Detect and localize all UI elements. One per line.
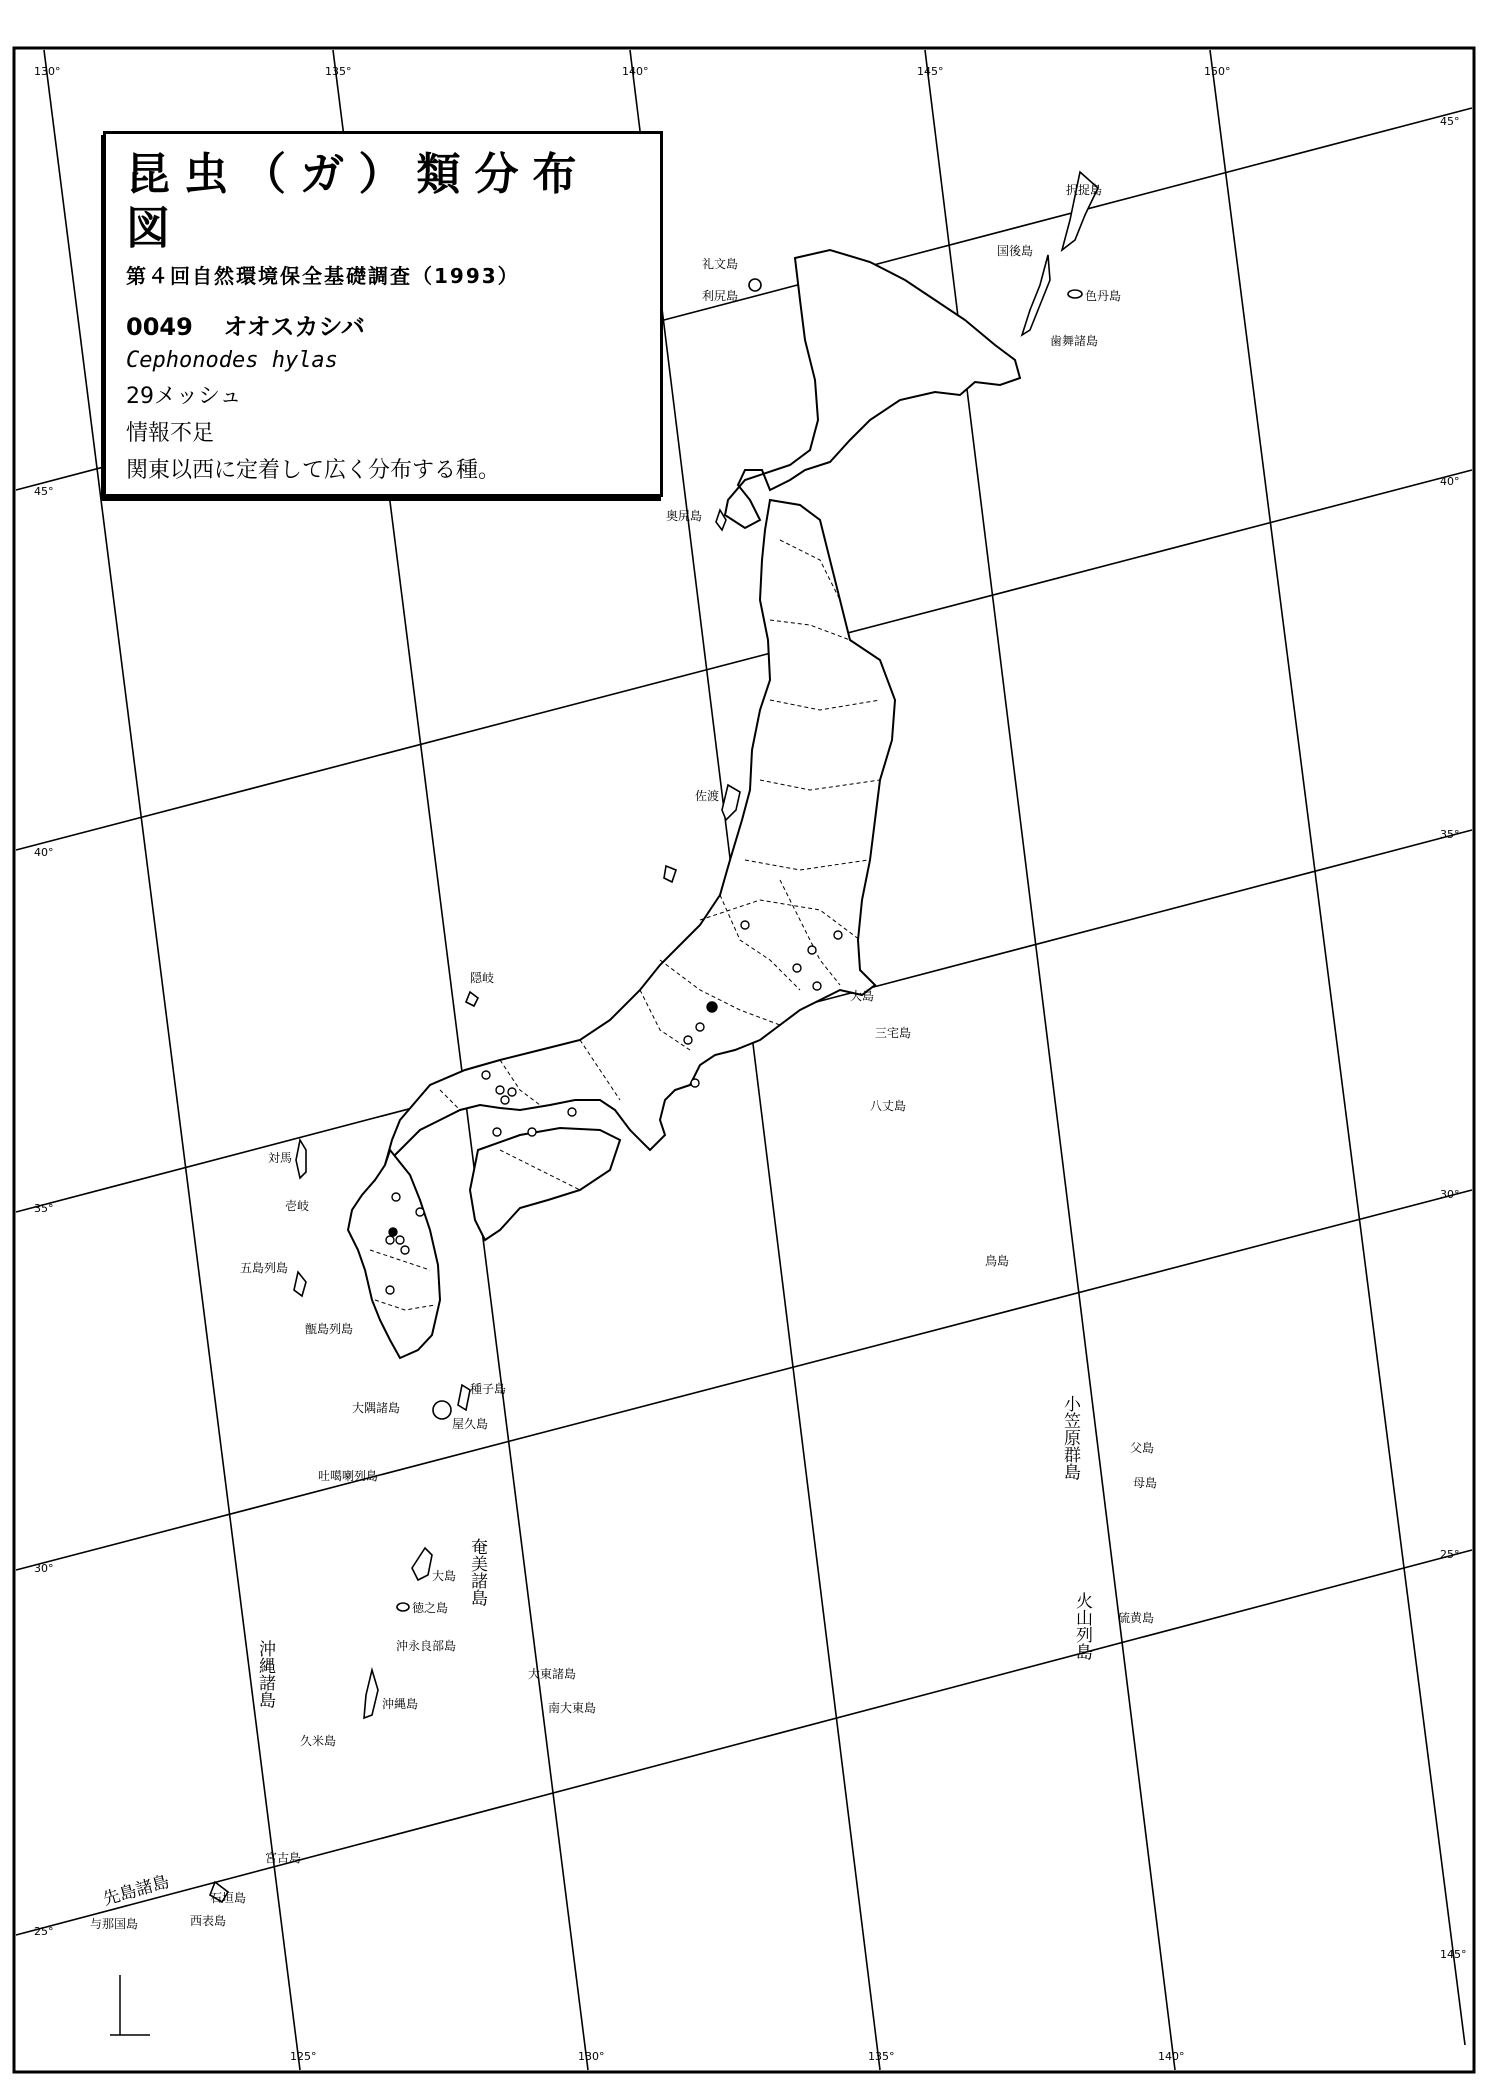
tick-top-145: 145° <box>917 65 944 78</box>
species-code: 0049 <box>126 313 193 341</box>
tick-bottom-125: 125° <box>290 2050 317 2063</box>
parallel-25 <box>16 1550 1472 1935</box>
record-open <box>808 946 816 954</box>
record-open <box>741 921 749 929</box>
record-filled <box>389 1228 397 1236</box>
label-iriomote: 西表島 <box>190 1914 227 1928</box>
label-osumi: 大隅諸島 <box>352 1401 401 1415</box>
oki-shape <box>466 992 478 1006</box>
legend-title: 昆虫（ガ）類分布図 <box>126 149 591 254</box>
noto-island <box>664 866 676 882</box>
label-iwojima: 硫黄島 <box>1118 1611 1155 1625</box>
tick-right-45: 45° <box>1440 115 1460 128</box>
tanegashima-shape <box>458 1385 470 1410</box>
record-open <box>691 1079 699 1087</box>
kunashiri-shape <box>1022 255 1050 335</box>
record-open <box>696 1023 704 1031</box>
tick-left-35: 35° <box>34 1202 54 1215</box>
goto-shape <box>294 1272 306 1296</box>
tsushima-shape <box>296 1140 306 1178</box>
label-yakushima: 屋久島 <box>452 1417 489 1431</box>
species-note: 関東以西に定着して広く分布する種。 <box>126 458 501 483</box>
mesh-count: 29メッシュ <box>126 384 242 409</box>
record-filled <box>707 1002 717 1012</box>
shikoku <box>470 1128 620 1240</box>
label-okinawa-islands: 沖縄諸島 <box>255 1640 275 1708</box>
label-tanegashima: 種子島 <box>470 1382 507 1396</box>
status-text: 情報不足 <box>126 421 215 446</box>
label-minamidaito: 南大東島 <box>548 1701 597 1715</box>
yakushima-shape <box>433 1401 451 1419</box>
kyushu <box>348 1150 440 1358</box>
label-tsushima: 対馬 <box>268 1151 293 1165</box>
label-hachijo: 八丈島 <box>870 1099 907 1113</box>
label-hahajima: 母島 <box>1133 1476 1158 1490</box>
label-goto: 五島列島 <box>240 1261 289 1275</box>
label-amami-islands: 奄美諸島 <box>467 1538 487 1606</box>
label-rishiri: 利尻島 <box>702 289 739 303</box>
record-open <box>482 1071 490 1079</box>
tick-left-45: 45° <box>34 485 54 498</box>
species-japanese-name: オオスカシバ <box>223 313 365 341</box>
label-kumejima: 久米島 <box>300 1734 337 1748</box>
tick-bottom-130: 130° <box>578 2050 605 2063</box>
label-tokara: 吐噶喇列島 <box>318 1469 379 1483</box>
tick-bottom-140: 140° <box>1158 2050 1185 2063</box>
scale-mark <box>110 1975 150 2035</box>
label-tokunoshima: 徳之島 <box>412 1601 449 1615</box>
record-open <box>568 1108 576 1116</box>
record-open <box>416 1208 424 1216</box>
label-kazan-islands: 火山列島 <box>1072 1592 1092 1660</box>
tick-right-40: 40° <box>1440 475 1460 488</box>
meridian-150 <box>1210 50 1465 2045</box>
species-code-line <box>126 307 640 342</box>
record-open <box>386 1236 394 1244</box>
tick-right-35: 35° <box>1440 828 1460 841</box>
label-yonaguni: 与那国島 <box>90 1917 139 1931</box>
record-open <box>684 1036 692 1044</box>
label-ishigaki: 石垣島 <box>210 1891 247 1905</box>
label-sakishima-islands: 先島諸島 <box>100 1871 172 1910</box>
tick-right-25: 25° <box>1440 1548 1460 1561</box>
label-torishima: 鳥島 <box>985 1254 1010 1268</box>
record-open <box>401 1246 409 1254</box>
label-shikotan: 色丹島 <box>1085 289 1122 303</box>
record-open <box>392 1193 400 1201</box>
label-sado: 佐渡 <box>695 789 720 803</box>
tick-top-130: 130° <box>34 65 61 78</box>
record-open <box>501 1096 509 1104</box>
label-etorofu: 択捉島 <box>1066 183 1103 197</box>
group-labels <box>101 1395 1093 1910</box>
okinawa-shape <box>364 1670 378 1718</box>
label-kunashiri: 国後島 <box>997 244 1034 258</box>
parallel-30 <box>16 1190 1472 1570</box>
label-oki: 隠岐 <box>470 971 495 985</box>
amami-shape <box>412 1548 432 1580</box>
legend-box <box>103 131 663 497</box>
label-okinawa: 沖縄島 <box>382 1697 419 1711</box>
record-open <box>834 931 842 939</box>
label-okinoerabu: 沖永良部島 <box>396 1639 457 1653</box>
record-open <box>813 982 821 990</box>
species-scientific-name: Cephonodes hylas <box>126 348 338 373</box>
tokunoshima-shape <box>397 1603 409 1611</box>
record-open <box>496 1086 504 1094</box>
rebun-shape <box>749 279 761 291</box>
record-open <box>508 1088 516 1096</box>
record-open <box>396 1236 404 1244</box>
label-iki: 壱岐 <box>285 1199 310 1213</box>
label-oshima: 大島 <box>850 989 875 1003</box>
label-rebun: 礼文島 <box>702 257 739 271</box>
label-daito: 大東諸島 <box>528 1667 577 1681</box>
tick-right-30: 30° <box>1440 1188 1460 1201</box>
label-habomai: 歯舞諸島 <box>1050 334 1099 348</box>
tick-bottom-135: 135° <box>868 2050 895 2063</box>
tick-left-25: 25° <box>34 1925 54 1938</box>
record-open <box>493 1128 501 1136</box>
label-chichijima: 父島 <box>1130 1441 1155 1455</box>
tick-top-140: 140° <box>622 65 649 78</box>
record-open <box>386 1286 394 1294</box>
label-amami-oshima: 大島 <box>432 1569 457 1583</box>
record-open <box>793 964 801 972</box>
tick-left-30: 30° <box>34 1562 54 1575</box>
label-miyako: 宮古島 <box>265 1851 302 1865</box>
record-open <box>528 1128 536 1136</box>
label-miyake: 三宅島 <box>875 1026 912 1040</box>
sado-shape <box>722 785 740 820</box>
label-okushiri: 奥尻島 <box>666 509 703 523</box>
label-ogasawara-islands: 小笠原群島 <box>1060 1395 1080 1480</box>
legend-subtitle: 第４回自然環境保全基礎調査（1993） <box>126 264 520 288</box>
tick-top-150: 150° <box>1204 65 1231 78</box>
tick-bottom-145: 145° <box>1440 1948 1467 1961</box>
tick-top-135: 135° <box>325 65 352 78</box>
shikotan-shape <box>1068 290 1082 298</box>
label-koshiki: 甑島列島 <box>305 1322 354 1336</box>
tick-left-40: 40° <box>34 846 54 859</box>
